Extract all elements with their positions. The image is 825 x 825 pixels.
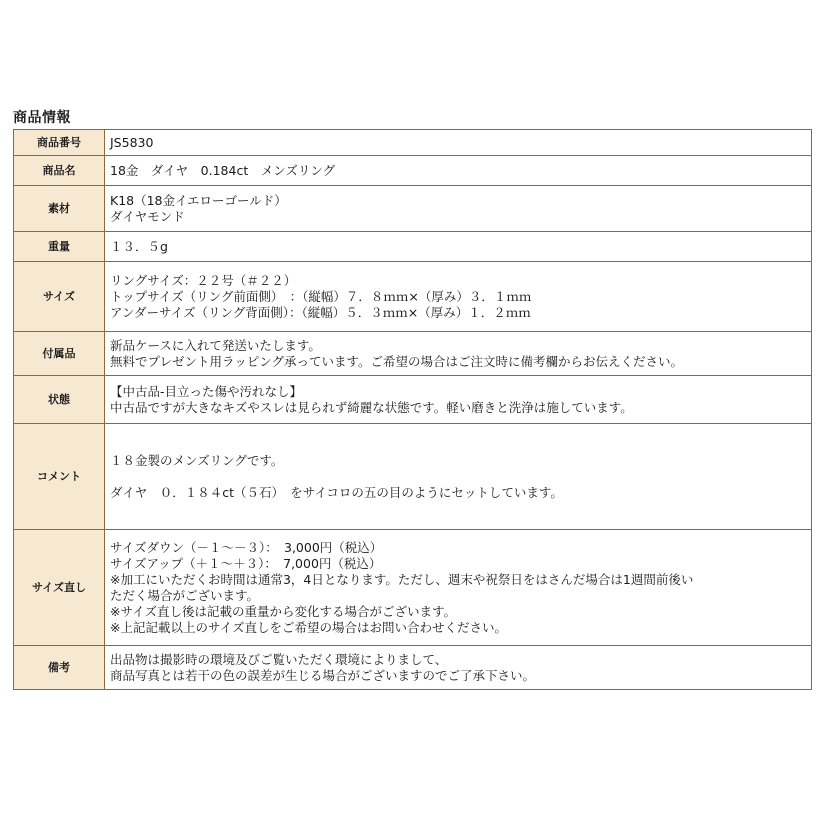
value-line: ダイヤモンド [110, 208, 185, 224]
value-line: 商品写真とは若干の色の誤差が生じる場合がございますのでご了承下さい。 [110, 667, 536, 683]
row-label: 状態 [14, 376, 105, 424]
value-line: トップサイズ（リング前面側） ：（縦幅）７．８ｍｍ×（厚み）３．１ｍｍ [110, 288, 532, 304]
row-label: コメント [14, 424, 105, 530]
row-product-number [14, 130, 812, 156]
value-line: ※上記記載以上のサイズ直しをご希望の場合はお問い合わせください。 [110, 619, 507, 635]
row-value [105, 376, 812, 424]
value-line: ※サイズ直し後は記載の重量から変化する場合がございます。 [110, 603, 456, 619]
row-accessories [14, 332, 812, 376]
value-line: JS5830 [110, 134, 154, 150]
row-size [14, 262, 812, 332]
row-remarks [14, 646, 812, 690]
row-label: 商品番号 [14, 130, 105, 156]
row-resize [14, 530, 812, 646]
value-line: 【中古品-目立った傷や汚れなし】 [110, 383, 303, 399]
value-line: サイズアップ（＋１～＋３）： 7,000円（税込） [110, 555, 382, 571]
row-value [105, 530, 812, 646]
value-line: ※加工にいただくお時間は通常3，4日となります。ただし、週末や祝祭日をはさんだ場合は1週間前後い [110, 571, 694, 587]
row-value [105, 262, 812, 332]
value-line: ダイヤ ０．１８４ct（５石） をサイコロの五の目のようにセットしています。 [110, 484, 563, 500]
value-line: ただく場合がございます。 [110, 587, 260, 603]
product-info-table [13, 129, 812, 690]
row-value [105, 130, 812, 156]
row-weight [14, 232, 812, 262]
row-label: サイズ直し [14, 530, 105, 646]
row-label: 備考 [14, 646, 105, 690]
value-line: 18金 ダイヤ 0.184ct メンズリング [110, 162, 336, 178]
row-material [14, 186, 812, 232]
row-value [105, 186, 812, 232]
value-line: １３．５g [110, 238, 168, 254]
value-line: サイズダウン（－１～－３）： 3,000円（税込） [110, 539, 383, 555]
row-product-name [14, 156, 812, 186]
row-value [105, 332, 812, 376]
row-value [105, 424, 812, 530]
value-line: 中古品ですが大きなキズやスレは見られず綺麗な状態です。軽い磨きと洗浄は施しています。 [110, 399, 633, 415]
row-label: サイズ [14, 262, 105, 332]
row-value [105, 232, 812, 262]
value-line: 新品ケースに入れて発送いたします。 [110, 337, 321, 353]
value-line: リングサイズ：２２号（＃２２） [110, 272, 297, 288]
value-line: 無料でプレゼント用ラッピング承っています。ご希望の場合はご注文時に備考欄からお伝えください。 [110, 353, 684, 369]
value-line: アンダーサイズ（リング背面側）：（縦幅）５．３ｍｍ×（厚み）１．２ｍｍ [110, 304, 531, 320]
blank-line [110, 469, 807, 485]
value-line: K18（18金イエローゴールド） [110, 192, 287, 208]
row-label: 素材 [14, 186, 105, 232]
row-value [105, 646, 812, 690]
row-label: 付属品 [14, 332, 105, 376]
row-label: 商品名 [14, 156, 105, 186]
row-condition [14, 376, 812, 424]
row-comment [14, 424, 812, 530]
row-label: 重量 [14, 232, 105, 262]
value-line: 出品物は撮影時の環境及びご覧いただく環境によりまして、 [110, 651, 448, 667]
value-line: １８金製のメンズリングです。 [110, 452, 284, 468]
row-value [105, 156, 812, 186]
section-title: 商品情報 [13, 110, 71, 126]
